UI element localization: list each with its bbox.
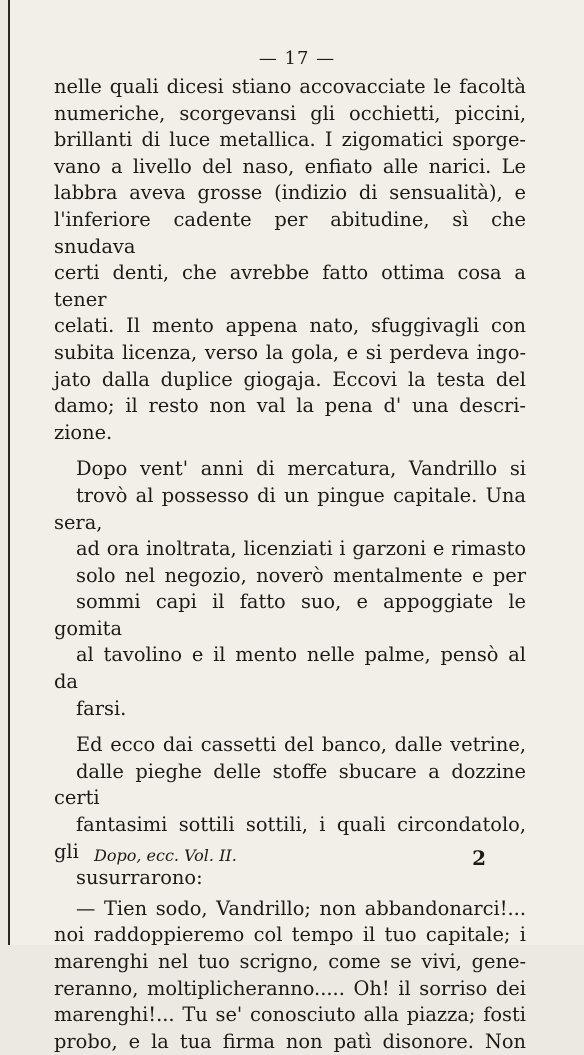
text-line: nelle quali dicesi stiano accovacciate le facoltà	[54, 75, 526, 98]
page-footer	[94, 846, 486, 870]
text-line: susurrarono:	[76, 866, 203, 890]
book-page	[8, 0, 584, 1053]
text-line: Dopo vent' anni di mercatura, Vandrillo si	[76, 457, 526, 481]
text-line: probo, e la tua firma non patì disonore. Non	[54, 1029, 526, 1053]
text-line: solo nel negozio, noverò mentalmente e per	[76, 563, 526, 587]
text-line: jato dalla duplice giogaja. Eccovi la testa del	[54, 367, 526, 391]
text-line: Ed ecco dai cassetti del banco, dalle vetrine,	[76, 733, 526, 757]
text-line: brillanti di luce metallica. I zigomatici sporge-	[54, 128, 526, 152]
page-number: — 17 —	[258, 48, 336, 69]
gathering-number: 2	[472, 846, 486, 870]
text-line: marenghi nel tuo scrigno, come se vivi, gene-	[54, 950, 526, 973]
paragraph-4	[54, 896, 526, 1055]
signature-mark: Dopo, ecc. Vol. II.	[94, 846, 237, 865]
text-line: sommi capi il fatto suo, e appoggiate le gomita	[54, 590, 526, 640]
text-line: celati. Il mento appena nato, sfuggivagli con	[54, 314, 526, 338]
text-line: zione.	[54, 420, 113, 444]
text-line: noi raddoppieremo col tempo il tuo capitale; i	[54, 923, 526, 947]
text-line: certi denti, che avrebbe fatto ottima cosa a tener	[54, 261, 526, 311]
text-line: reranno, moltiplicheranno..... Oh! il sorriso dei	[54, 976, 526, 1000]
paragraph-2	[54, 456, 526, 722]
body-text	[54, 74, 526, 1055]
paragraph-1	[54, 74, 526, 446]
text-line: numeriche, scorgevansi gli occhietti, piccini,	[54, 101, 526, 125]
text-line: dalle pieghe delle stoffe sbucare a dozzine certi	[54, 759, 526, 810]
text-line: al tavolino e il mento nelle palme, pensò al da	[54, 643, 526, 694]
text-line: farsi.	[76, 696, 127, 720]
text-line: fantasimi sottili sottili, i quali circondatolo, gli	[54, 813, 526, 863]
text-line: l'inferiore cadente per abitudine, sì che snudava	[54, 207, 526, 258]
text-line: damo; il resto non val la pena d' una descri-	[54, 394, 526, 418]
text-line: — Tien sodo, Vandrillo; non abbandonarci!...	[76, 896, 526, 920]
text-line: marenghi!... Tu se' conosciuto alla piazza; fosti	[54, 1003, 526, 1027]
text-line: subita licenza, verso la gola, e si perdeva ingo-	[54, 340, 526, 364]
text-line: labbra aveva grosse (indizio di sensualità), e	[54, 181, 526, 205]
text-line: trovò al possesso di un pingue capitale. Una sera,	[54, 483, 526, 534]
text-line: ad ora inoltrata, licenziati i garzoni e rimasto	[76, 537, 526, 561]
text-line: vano a livello del naso, enfiato alle narici. Le	[54, 154, 526, 178]
